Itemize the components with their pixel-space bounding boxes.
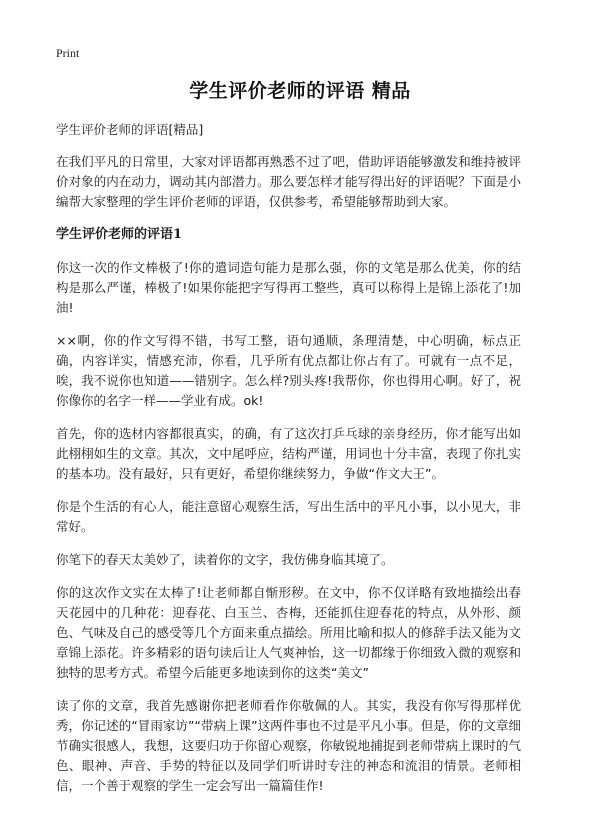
comment-paragraph: 读了你的文章，我首先感谢你把老师看作你敬佩的人。其实，我没有你写得那样优秀，你记述的“冒雨家访”“带病上课”这两件事也不过是平凡小事。但是，你的文章细节确实很感人，我想，这要归功于你留心观察，你敏锐地捕捉到老师带病上课时的气色、眼神、声音、手势的特征以及同学们听讲时专注的神态和流泪的情景。老师相信，一个善于观察的学生一定会写出一篇篇佳作! bbox=[56, 698, 521, 793]
document-body bbox=[56, 120, 521, 809]
page-title: 学生评价老师的评语 精品 bbox=[189, 80, 411, 102]
intro-paragraph: 在我们平凡的日常里，大家对评语都再熟悉不过了吧，借助评语能够激发和维持被评价对象的内在动力，调动其内部潜力。那么要怎样才能写得出好的评语呢？下面是小编帮大家整理的学生评价老师的评语，仅供参考，希望能够帮助到大家。 bbox=[56, 154, 521, 209]
comment-paragraph: 你笔下的春天太美妙了，读着你的文字，我仿佛身临其境了。 bbox=[56, 552, 394, 567]
comment-paragraph: 首先，你的选材内容都很真实，的确，有了这次打乒乓球的亲身经历，你才能写出如此栩栩如生的文章。其次，文中尾呼应，结构严谨，用词也十分丰富，表现了你扎实的基本功。没有最好，只有更好，希望你继续努力，争做“作文大王”。 bbox=[56, 426, 521, 481]
print-label: Print bbox=[56, 46, 80, 60]
comment-paragraph: 你这一次的作文棒极了!你的遣词造句能力是那么强，你的文笔是那么优美，你的结构是那么严谨，棒极了!如果你能把字写得再工整些，真可以称得上是锦上添花了!加油! bbox=[56, 260, 521, 315]
section-heading: 学生评价老师的评语1 bbox=[56, 227, 183, 242]
comment-paragraph: ××啊，你的作文写得不错，书写工整，语句通顺，条理清楚，中心明确，标点正确，内容详实，情感充沛，你看，几乎所有优点都让你占有了。可就有一点不足，唉，我不说你也知道——错别字。怎么样?别头疼!我帮你，你也得用心啊。好了，祝你像你的名字一样——学业有成。ok! bbox=[56, 333, 521, 408]
comment-paragraph: 你是个生活的有心人，能注意留心观察生活，写出生活中的平凡小事，以小见大，非常好。 bbox=[56, 499, 521, 534]
document-subtitle: 学生评价老师的评语[精品] bbox=[56, 122, 204, 137]
comment-paragraph: 你的这次作文实在太棒了!让老师都自惭形秽。在文中，你不仅详略有致地描绘出春天花园中的几种花：迎春花、白玉兰、杏梅，还能抓住迎春花的特点，从外形、颜色、气味及自己的感受等几个方面来重点描绘。所用比喻和拟人的修辞手法又能为文章锦上添花。许多精彩的语句读后让人气爽神怡，这一切都缘于你细致入微的观察和独特的思考方式。希望今后能更多地读到你的这类“美文” bbox=[56, 585, 521, 680]
